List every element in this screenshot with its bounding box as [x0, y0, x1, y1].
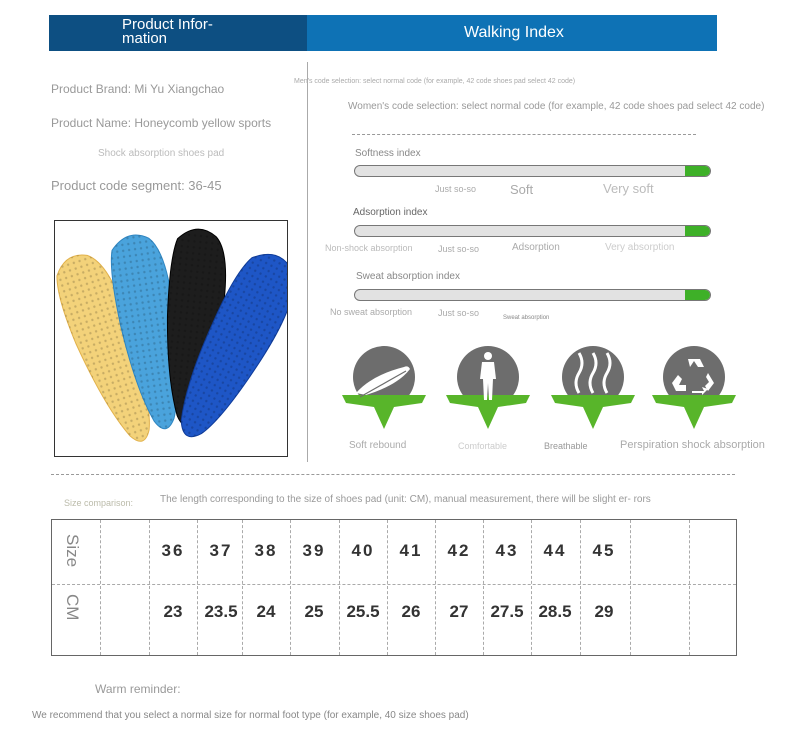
women-code-note: Women's code selection: select normal code (for example, 42 code shoes pad select 42 code)	[348, 101, 765, 112]
cm-cell: 26	[401, 602, 421, 621]
feature-perspiration	[652, 345, 736, 429]
size-table-col-divider	[100, 520, 101, 655]
men-code-note: Men's code selection: select normal code (for example, 42 code shoes pad select 42 code)	[294, 78, 576, 85]
size-cell: 41	[399, 541, 423, 560]
adsorption-label-adsorption: Adsorption	[512, 242, 560, 253]
sweat-label-absorption: Sweat absorption	[503, 315, 550, 321]
sweat-label-none: No sweat absorption	[330, 307, 413, 317]
feature-soft-rebound	[342, 345, 426, 429]
softness-label-soft: Soft	[510, 182, 534, 197]
product-code-segment: Product code segment: 36-45	[51, 178, 222, 193]
size-cell: 39	[302, 541, 326, 560]
cm-row-label: CM	[63, 594, 82, 621]
dashed-divider-top	[352, 134, 696, 135]
size-table-row-divider	[52, 584, 736, 585]
size-table	[51, 519, 737, 656]
cm-cell: 23	[163, 602, 183, 621]
feather-icon	[342, 345, 426, 429]
feature-label-breathable: Breathable	[544, 441, 588, 451]
feature-breathable	[551, 345, 635, 429]
softness-label-very-soft: Very soft	[603, 181, 654, 196]
feature-label-comfortable: Comfortable	[458, 441, 508, 451]
cm-cell: 23.5	[204, 602, 238, 621]
product-photo	[54, 220, 288, 457]
warm-reminder-text: We recommend that you select a normal size for normal foot type (for example, 40 size shoes pad)	[32, 710, 469, 721]
size-table-col-divider	[630, 520, 631, 655]
person-icon	[446, 345, 530, 429]
heat-waves-icon	[551, 345, 635, 429]
warm-reminder-title: Warm reminder:	[95, 682, 181, 696]
feature-comfortable	[446, 345, 530, 429]
dashed-divider-bottom	[51, 474, 735, 475]
sweat-index-fill	[685, 290, 710, 300]
size-cell: 45	[592, 541, 616, 560]
softness-index-fill	[685, 166, 710, 176]
size-table-col-divider	[689, 520, 690, 655]
product-name-sub: Shock absorption shoes pad	[98, 148, 225, 159]
adsorption-index-fill	[685, 226, 710, 236]
size-comparison-note: The length corresponding to the size of shoes pad (unit: CM), manual measurement, there will be slight er- rors	[160, 494, 651, 505]
walking-index-title: Walking Index	[464, 24, 564, 41]
cm-cell: 27.5	[490, 602, 524, 621]
adsorption-label-just-so-so: Just so-so	[438, 244, 480, 254]
adsorption-index-title: Adsorption index	[353, 207, 428, 218]
recycle-icon	[652, 345, 736, 429]
cm-cell: 25.5	[346, 602, 380, 621]
size-comparison-title: Size comparison:	[64, 498, 134, 508]
sweat-index-bar	[354, 289, 711, 301]
cm-cell: 29	[594, 602, 614, 621]
cm-cell: 25	[304, 602, 324, 621]
softness-label-just-so-so: Just so-so	[435, 184, 477, 194]
vertical-divider	[307, 62, 308, 462]
cm-cell: 28.5	[538, 602, 572, 621]
size-cell: 38	[254, 541, 278, 560]
adsorption-label-non-shock: Non-shock absorption	[325, 243, 413, 253]
feature-label-perspiration: Perspiration shock absorption	[620, 439, 765, 451]
walking-index-header	[307, 15, 717, 51]
size-cell: 40	[351, 541, 375, 560]
softness-index-bar	[354, 165, 711, 177]
adsorption-index-bar	[354, 225, 711, 237]
insoles-image	[55, 221, 288, 457]
product-information-title: Product Infor- mation	[122, 16, 213, 47]
size-cell: 44	[543, 541, 567, 560]
sweat-index-title: Sweat absorption index	[356, 271, 460, 282]
cm-cell: 24	[256, 602, 276, 621]
product-brand: Product Brand: Mi Yu Xiangchao	[51, 82, 225, 96]
product-information-header	[49, 15, 307, 51]
size-cell: 37	[209, 541, 233, 560]
cm-cell: 27	[449, 602, 469, 621]
feature-label-soft-rebound: Soft rebound	[349, 440, 407, 451]
sweat-label-just-so-so: Just so-so	[438, 308, 480, 318]
size-cell: 43	[495, 541, 519, 560]
product-name: Product Name: Honeycomb yellow sports	[51, 116, 272, 130]
size-cell: 42	[447, 541, 471, 560]
size-cell: 36	[161, 541, 185, 560]
softness-index-title: Softness index	[355, 148, 421, 159]
adsorption-label-very: Very absorption	[605, 242, 675, 253]
size-row-label: Size	[63, 534, 82, 568]
